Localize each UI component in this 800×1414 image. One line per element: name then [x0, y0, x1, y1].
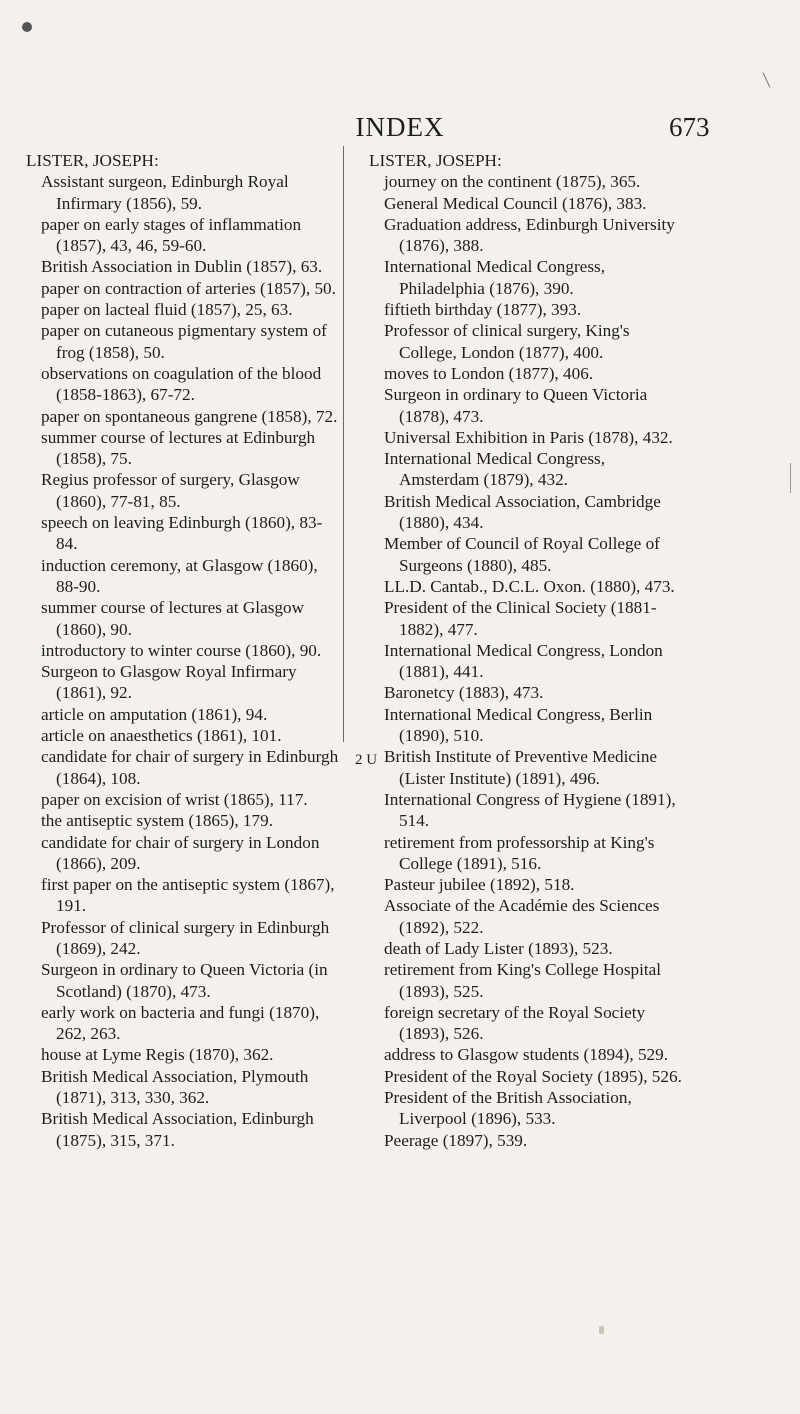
- index-entry: International Medical Congress, Philadelphia (1876), 390.: [384, 257, 605, 298]
- index-entry: Associate of the Académie des Sciences (1892), 522.: [384, 896, 660, 937]
- index-entry: paper on excision of wrist (1865), 117.: [41, 789, 308, 809]
- index-entry: observations on coagulation of the blood (1858-1863), 67-72.: [41, 363, 322, 405]
- index-entry: paper on lacteal fluid (1857), 25, 63.: [41, 300, 293, 320]
- index-entry: International Medical Congress, Berlin (1890), 510.: [384, 704, 653, 746]
- index-entry: summer course of lectures at Edinburgh (1858), 75.: [41, 427, 316, 469]
- index-entry: article on anaesthetics (1861), 101.: [41, 726, 282, 746]
- index-entry: Assistant surgeon, Edinburgh Royal Infirmary (1856), 59.: [41, 172, 289, 213]
- index-entry: death of Lady Lister (1893), 523.: [384, 938, 613, 958]
- index-entry: journey on the continent (1875), 365.: [384, 172, 641, 192]
- index-entry: retirement from King's College Hospital (1893), 525.: [384, 960, 662, 1001]
- index-entry: Member of Council of Royal College of Surgeons (1880), 485.: [384, 534, 660, 575]
- index-entry: International Medical Congress, Amsterdam (1879), 432.: [384, 449, 605, 490]
- index-entry: Graduation address, Edinburgh University (1876), 388.: [384, 214, 675, 256]
- index-entry: International Medical Congress, London (1881), 441.: [384, 640, 663, 682]
- index-entry: article on amputation (1861), 94.: [41, 704, 268, 724]
- index-entry: President of the Royal Society (1895), 526.: [384, 1066, 682, 1086]
- index-entry: candidate for chair of surgery in Edinburgh (1864), 108.: [41, 747, 339, 788]
- index-entry: British Medical Association, Edinburgh (1875), 315, 371.: [41, 1109, 314, 1150]
- paper-smudge: [599, 1326, 604, 1334]
- index-entry: Professor of clinical surgery in Edinburgh (1869), 242.: [41, 917, 330, 958]
- index-entry: General Medical Council (1876), 383.: [384, 193, 647, 213]
- index-entry: introductory to winter course (1860), 90.: [41, 640, 322, 660]
- index-entry: first paper on the antiseptic system (1867), 191.: [41, 875, 335, 916]
- index-entry: British Institute of Preventive Medicine (Lister Institute) (1891), 496.: [384, 747, 658, 788]
- index-entry: paper on contraction of arteries (1857), 50.: [41, 278, 336, 298]
- index-entry: Baronetcy (1883), 473.: [384, 683, 544, 703]
- pencil-mark: [763, 73, 771, 88]
- index-entry: paper on spontaneous gangrene (1858), 72.: [41, 406, 338, 426]
- index-entry: Pasteur jubilee (1892), 518.: [384, 875, 575, 895]
- index-entry: moves to London (1877), 406.: [384, 363, 594, 383]
- index-entry: fiftieth birthday (1877), 393.: [384, 300, 582, 320]
- index-entry: Universal Exhibition in Paris (1878), 432.: [384, 427, 673, 447]
- index-entry: Regius professor of surgery, Glasgow (1860), 77-81, 85.: [41, 470, 300, 511]
- index-entry: British Medical Association, Plymouth (1871), 313, 330, 362.: [41, 1066, 309, 1108]
- index-entry: induction ceremony, at Glasgow (1860), 88-90.: [41, 555, 318, 596]
- index-column-left: [26, 150, 342, 1151]
- column-heading: LISTER, JOSEPH:: [369, 151, 502, 170]
- index-entry: Peerage (1897), 539.: [384, 1130, 528, 1150]
- index-entry: retirement from professorship at King's College (1891), 516.: [384, 832, 655, 873]
- signature-mark: 2 U: [355, 752, 378, 768]
- index-entry: International Congress of Hygiene (1891), 514.: [384, 789, 676, 831]
- index-entry: summer course of lectures at Glasgow (1860), 90.: [41, 598, 304, 639]
- margin-mark: [790, 463, 791, 493]
- index-entry: Surgeon to Glasgow Royal Infirmary (1861), 92.: [41, 662, 297, 703]
- index-entry: LL.D. Cantab., D.C.L. Oxon. (1880), 473.: [384, 576, 675, 596]
- index-entry: the antiseptic system (1865), 179.: [41, 811, 273, 831]
- index-entry: British Medical Association, Cambridge (1880), 434.: [384, 491, 661, 533]
- index-entry: paper on cutaneous pigmentary system of frog (1858), 50.: [41, 321, 327, 362]
- index-entry: early work on bacteria and fungi (1870), 262, 263.: [41, 1002, 320, 1044]
- index-entry: Surgeon in ordinary to Queen Victoria (in Scotland) (1870), 473.: [41, 960, 328, 1001]
- index-column-right: [369, 150, 685, 1151]
- index-entry: British Association in Dublin (1857), 63.: [41, 257, 323, 277]
- index-entry: speech on leaving Edinburgh (1860), 83-84.: [41, 513, 323, 554]
- index-entry: address to Glasgow students (1894), 529.: [384, 1045, 669, 1065]
- page-number: 673: [669, 112, 710, 142]
- index-entry: President of the Clinical Society (1881-1882), 477.: [384, 598, 657, 639]
- index-entry: foreign secretary of the Royal Society (1893), 526.: [384, 1002, 646, 1044]
- index-entry: Professor of clinical surgery, King's College, London (1877), 400.: [384, 321, 630, 362]
- column-divider: [343, 146, 344, 742]
- index-entry: candidate for chair of surgery in London (1866), 209.: [41, 832, 320, 873]
- index-entry: President of the British Association, Liverpool (1896), 533.: [384, 1088, 632, 1129]
- column-heading: LISTER, JOSEPH:: [26, 151, 159, 170]
- ink-dot: [22, 22, 32, 32]
- index-entry: paper on early stages of inflammation (1857), 43, 46, 59-60.: [41, 214, 302, 256]
- page-title: INDEX: [355, 112, 445, 142]
- index-entry: Surgeon in ordinary to Queen Victoria (1878), 473.: [384, 385, 648, 426]
- index-entry: house at Lyme Regis (1870), 362.: [41, 1045, 274, 1065]
